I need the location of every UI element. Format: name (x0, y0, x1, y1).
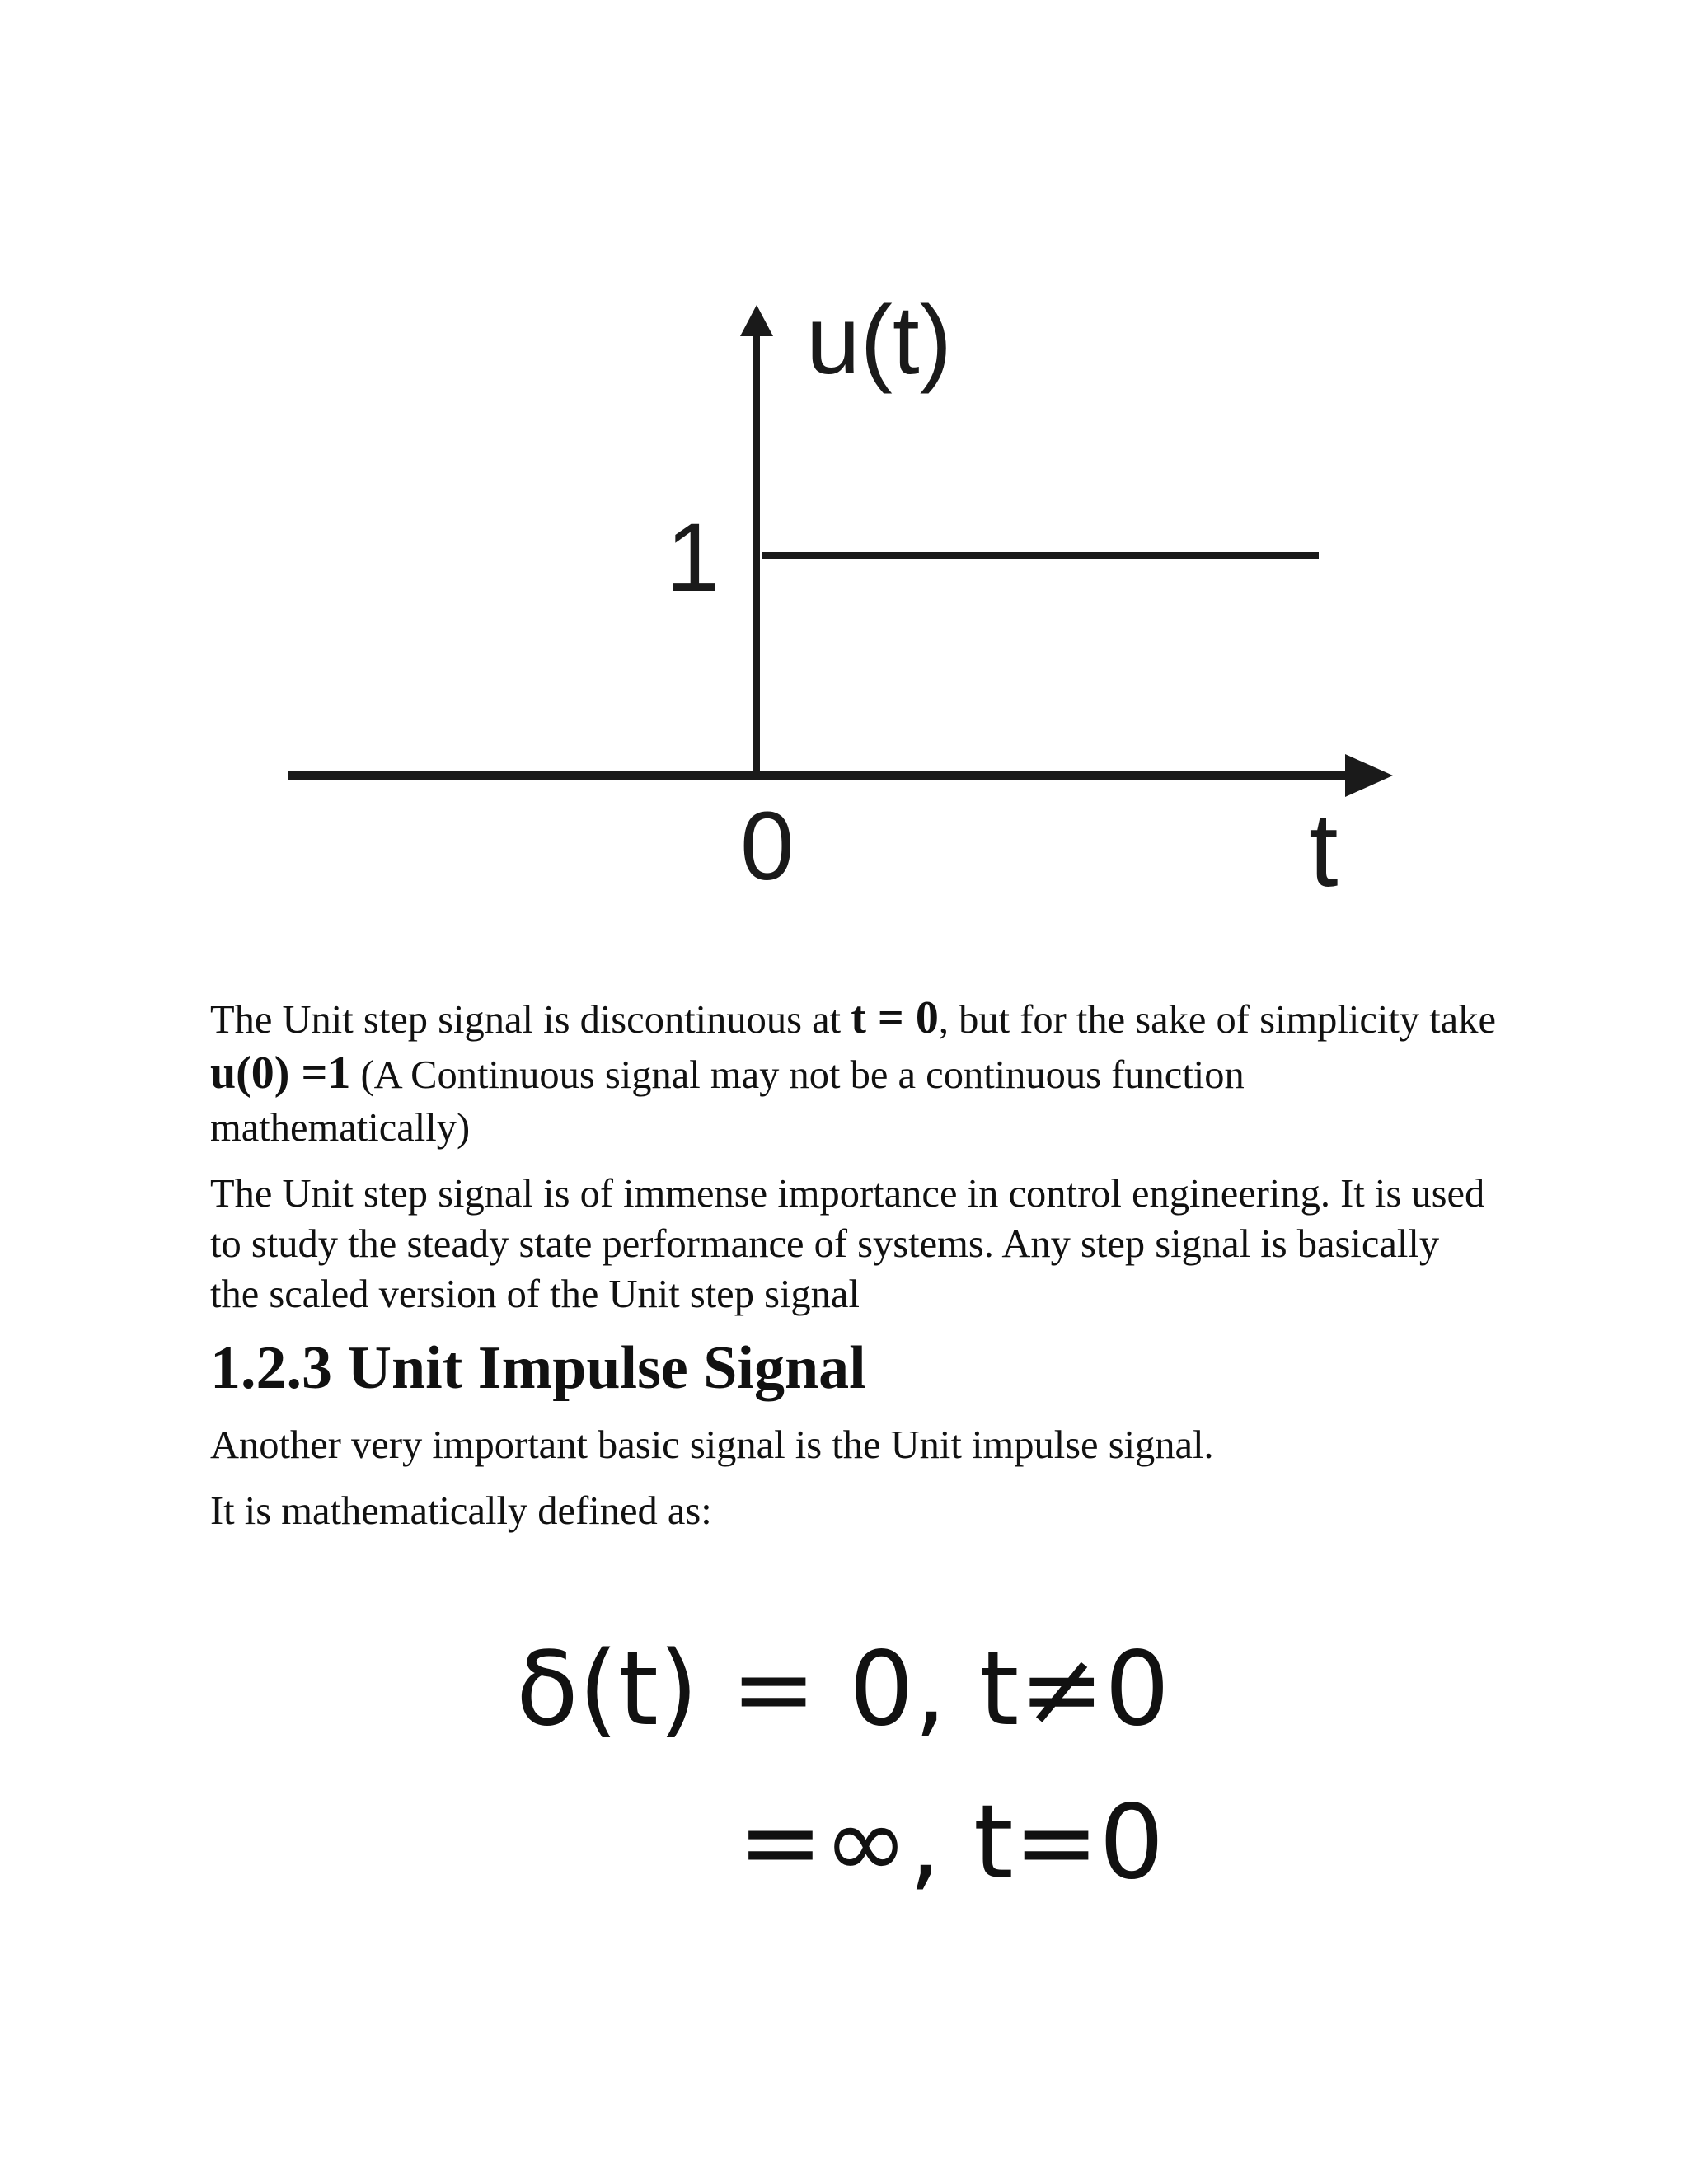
paragraph-another-signal: Another very important basic signal is the Unit impulse signal. (210, 1423, 1214, 1467)
origin-tick-label: 0 (740, 792, 795, 901)
discontinuity-bold-t0: t = 0 (851, 992, 939, 1043)
unit-step-figure (0, 0, 1688, 940)
discontinuity-text-3: (A Continuous signal may not be a continuous function mathematically) (210, 1053, 1245, 1150)
t-axis-arrowhead (1345, 754, 1393, 797)
section-heading: 1.2.3 Unit Impulse Signal (210, 1334, 866, 1402)
discontinuity-text-2: , but for the sake of simplicity take (938, 998, 1496, 1042)
discontinuity-bold-u0: u(0) =1 (210, 1047, 351, 1099)
impulse-equation (0, 1615, 1688, 1961)
level-tick-label: 1 (666, 504, 720, 612)
t-axis-label: t (1309, 791, 1339, 909)
paragraph-discontinuity (210, 991, 1496, 1155)
paragraph-defined-as: It is mathematically defined as: (210, 1489, 712, 1533)
equation-line-2: =∞, t=0 (738, 1783, 1165, 1902)
paragraph-importance: The Unit step signal is of immense importance in control engineering. It is used to study the steady state performance of systems. Any step signal is basically the scaled version of the Unit step signal (210, 1172, 1485, 1316)
discontinuity-text-1: The Unit step signal is discontinuous at (210, 998, 851, 1042)
u-axis-label: u(t) (806, 286, 952, 395)
u-axis-arrowhead (740, 305, 773, 336)
equation-line-1: δ(t) = 0, t≠0 (516, 1630, 1170, 1749)
